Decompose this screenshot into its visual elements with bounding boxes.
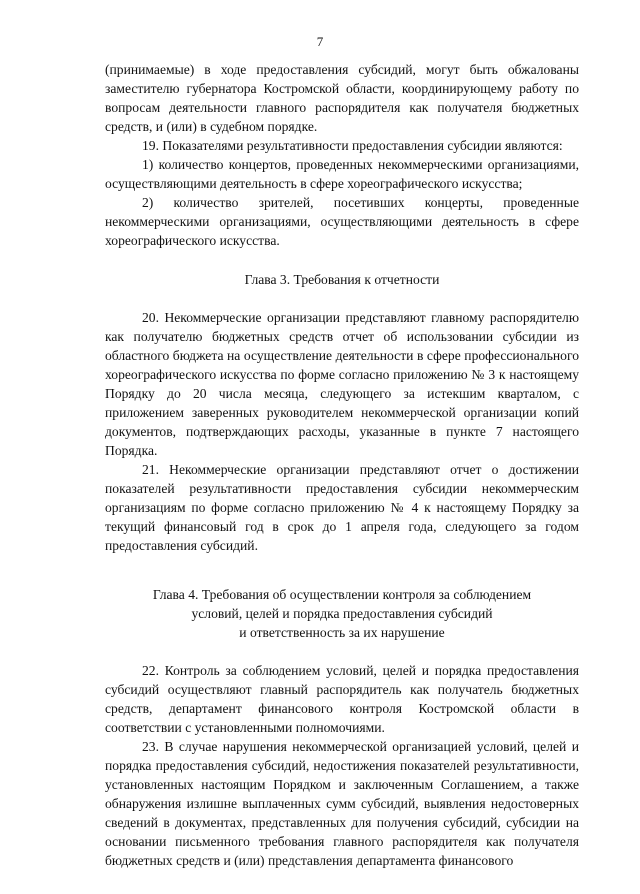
chapter-4-heading-line-1: Глава 4. Требования об осуществлении контроля за соблюдением <box>152 587 532 602</box>
document-body <box>105 60 579 870</box>
paragraph-23: 23. В случае нарушения некоммерческой организацией условий, целей и порядка предоставления субсидий, недостижения показателей результативности, установленных настоящим Порядком и заключенным Соглашением, а также обнаружения излишне выплаченных сумм субсидий, выявления недостоверных сведений в документах, представленных для получения субсидий, субсидии на основании письменного требования главного распорядителя как получателя бюджетных средств и (или) представления департамента финансового <box>105 739 579 868</box>
spacer <box>105 250 579 270</box>
chapter-4-heading-line-3: и ответственность за их нарушение <box>239 625 445 640</box>
spacer <box>105 555 579 585</box>
paragraph-20: 20. Некоммерческие организации представляют главному распорядителю как получателю бюджетных средств отчет об использовании субсидии из областного бюджета на осуществление деятельности в сфере профессионального хореографического искусства по форме согласно приложению № 3 к настоящему Порядку до 20 числа месяца, следующего за истекшим кварталом, с приложением заверенных руководителем некоммерческой организации копий документов, подтверждающих расходы, указанные в пункте 7 настоящего Порядка. <box>105 310 579 458</box>
paragraph-21: 21. Некоммерческие организации представляют отчет о достижении показателей результативности предоставления субсидии некоммерческим организациям по форме согласно приложению № 4 к настоящему Порядку за текущий финансовый год в срок до 1 апреля года, следующего за годом предоставления субсидий. <box>105 462 579 553</box>
spacer <box>105 289 579 308</box>
spacer <box>105 642 579 661</box>
paragraph-19: 19. Показателями результативности предоставления субсидии являются: <box>142 138 563 153</box>
paragraph-22: 22. Контроль за соблюдением условий, целей и порядка предоставления субсидий осуществляют главный распорядитель как получатель бюджетных средств, департамент финансового контроля Костромской области в соответствии с установленными полномочиями. <box>105 663 579 735</box>
paragraph-19-item-1: 1) количество концертов, проведенных некоммерческими организациями, осуществляющими деятельность в сфере хореографического искусства; <box>105 157 579 191</box>
chapter-3-heading: Глава 3. Требования к отчетности <box>244 272 440 287</box>
paragraph-continuation: (принимаемые) в ходе предоставления субсидий, могут быть обжалованы заместителю губернатора Костромской области, координирующему работу по вопросам деятельности главного распорядителя как получателя бюджетных средств, и (или) в судебном порядке. <box>105 62 579 134</box>
paragraph-19-item-2: 2) количество зрителей, посетивших концерты, проведенные некоммерческими организациями, осуществляющими деятельность в сфере хореографического искусства. <box>105 195 579 248</box>
chapter-4-heading-line-2: условий, целей и порядка предоставления субсидий <box>191 606 493 621</box>
page-number: 7 <box>316 34 324 49</box>
